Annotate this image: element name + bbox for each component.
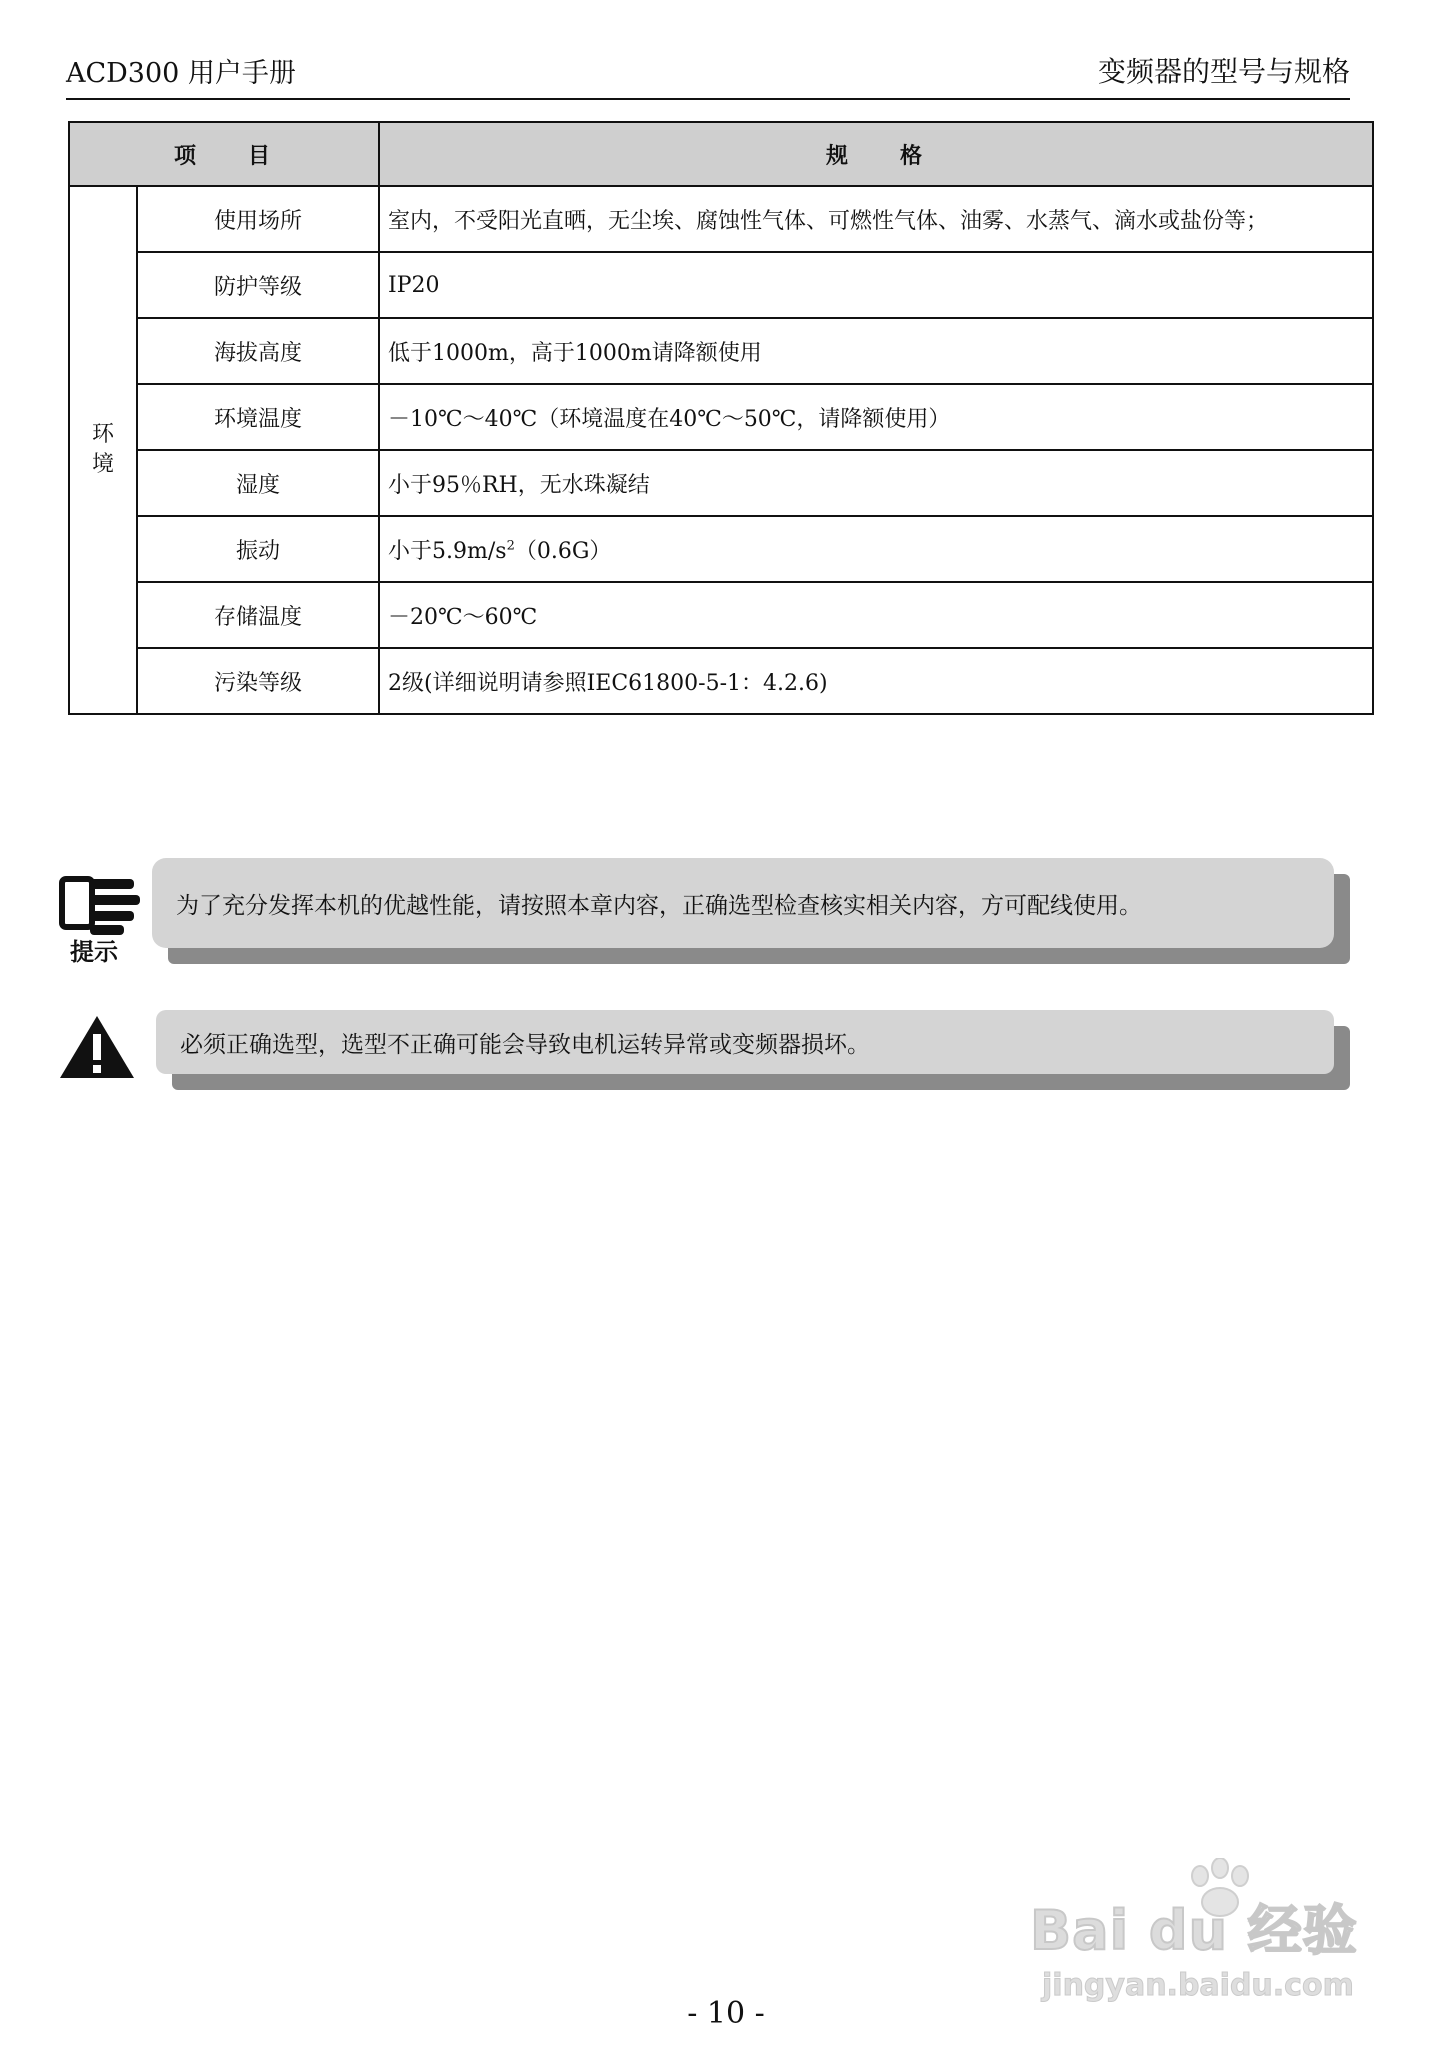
item-cell: 环境温度 (137, 384, 379, 450)
spec-cell: IP20 (379, 252, 1373, 318)
table-row (69, 516, 1373, 582)
spec-cell: 室内，不受阳光直晒，无尘埃、腐蚀性气体、可燃性气体、油雾、水蒸气、滴水或盐份等； (379, 186, 1373, 252)
group-label: 环 境 (91, 422, 114, 477)
table-row (69, 384, 1373, 450)
tip-text: 为了充分发挥本机的优越性能，请按照本章内容，正确选型检查核实相关内容，方可配线使用。 (176, 892, 1142, 919)
column-header-spec: 规 格 (379, 122, 1373, 186)
chapter-title: 变频器的型号与规格 (1097, 55, 1350, 88)
spec-cell: 小于95％RH，无水珠凝结 (379, 450, 1373, 516)
page-number: - 10 - (687, 1996, 765, 2031)
item-cell: 湿度 (137, 450, 379, 516)
spec-cell: 低于1000m，高于1000m请降额使用 (379, 318, 1373, 384)
warning-note (156, 1010, 1334, 1074)
warning-text: 必须正确选型，选型不正确可能会导致电机运转异常或变频器损坏。 (180, 1031, 870, 1058)
page-header (66, 52, 1350, 100)
manual-title: ACD300 用户手册 (66, 58, 296, 89)
item-cell: 存储温度 (137, 582, 379, 648)
tip-note (152, 858, 1334, 948)
group-cell-environment (69, 186, 137, 714)
item-cell: 污染等级 (137, 648, 379, 714)
watermark-brand: Bai du 经验 (1030, 1899, 1358, 1962)
item-cell: 海拔高度 (137, 318, 379, 384)
column-header-item: 项 目 (69, 122, 379, 186)
table-header-row (69, 122, 1373, 186)
table-row (69, 648, 1373, 714)
table-row (69, 582, 1373, 648)
spec-cell: 2级(详细说明请参照IEC61800-5-1：4.2.6) (379, 648, 1373, 714)
table-row (69, 186, 1373, 252)
item-cell: 振动 (137, 516, 379, 582)
spec-cell: －10℃～40℃（环境温度在40℃～50℃，请降额使用） (379, 384, 1373, 450)
item-cell: 使用场所 (137, 186, 379, 252)
table-row (69, 450, 1373, 516)
watermark-url: jingyan.baidu.com (1042, 1968, 1354, 2003)
tip-label: 提示 (70, 938, 118, 966)
spec-cell: －20℃～60℃ (379, 582, 1373, 648)
spec-cell: 小于$5.9m/s^2(0.6G)$ (379, 516, 1373, 582)
environment-spec-table (68, 121, 1374, 715)
table-row (69, 252, 1373, 318)
baidu-jingyan-watermark (1030, 1858, 1370, 2008)
warning-triangle-icon (58, 1014, 136, 1080)
table-row (69, 318, 1373, 384)
item-cell: 防护等级 (137, 252, 379, 318)
